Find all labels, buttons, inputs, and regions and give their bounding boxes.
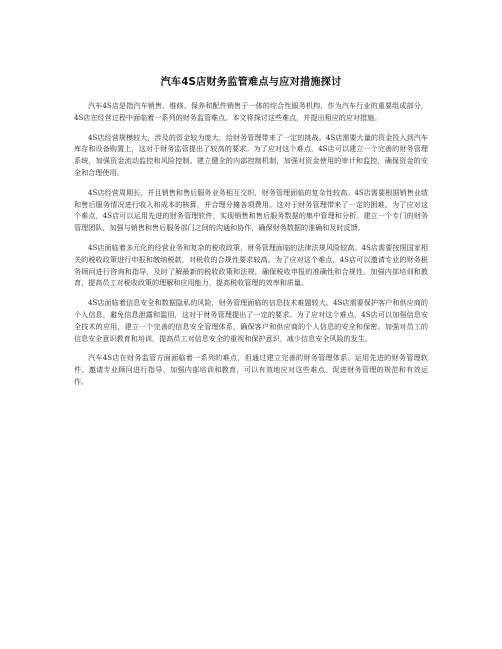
paragraph-intro: 汽车4S店是指汽车销售、维修、保养和配件销售于一体的综合性服务机构，作为汽车行业的重要组成部分，4S店在经营过程中面临着一系列的财务监管难点。本文将探讨这些难点，并提出相应的应对措施。 [74, 101, 428, 122]
document-title: 汽车4S店财务监管难点与应对措施探讨 [160, 77, 342, 88]
paragraph-conclusion: 汽车4S店在财务监管方面面临着一系列的难点，但通过建立完善的财务管理体系、运用先进的财务管理软件、邀请专业顾问进行指导、加强内部培训和教育，可以有效地应对这些难点，促进财务管理的规范和有效运作。 [74, 353, 428, 386]
paragraph-information-security: 4S店面临着信息安全和数据隐私的风险，财务管理面临的信息技术难题较大。4S店需要保护客户和供应商的个人信息，避免信息泄露和滥用，这对于财务管理提出了一定的要求。为了应对这个难点，4S店可以加强信息安全技术的应用，建立一个完善的信息安全管理体系，确保客户和供应商的个人信息的安全和保密。加强对员工的信息安全意识教育和培训，提高员工对信息安全的重视和保护意识，减少信息安全风险的发生。 [74, 298, 428, 343]
paragraph-capital-scale: 4S店经营规模较大，涉及的资金较为庞大，给财务管理带来了一定的挑战。4S店需要大量的资金投入到汽车库存和设备购置上，这对于财务监管提出了较高的要求。为了应对这个难点，4S店可以建立一个完善的财务管理系统，加强资金流动监控和风险控制。建立健全的内部控制机制，加强对资金使用的审计和监控，确保资金的安全和合理使用。 [74, 132, 428, 177]
paragraph-tax-compliance: 4S店面临着多元化的经营业务和复杂的税收政策，财务管理面临的法律法规风险较高。4S店需要按照国家相关的税收政策进行申报和缴纳税款，对税收的合规性要求较高。为了应对这个难点，4S店可以邀请专业的财务税务顾问进行咨询和指导，及时了解最新的税收政策和法规，确保税收申报的准确性和合规性。加强内部培训和教育，提高员工对税收政策的理解和应用能力，提高税收管理的效率和质量。 [74, 242, 428, 288]
paragraph-business-complexity: 4S店经营周期长，并且销售和售后服务业务相互交织，财务管理面临的复杂性较高。4S店需要根据销售业绩和售后服务情况进行收入和成本的核算，并合理分摊各项费用。这对于财务管理带来了一定的困难。为了应对这个难点，4S店可以运用先进的财务管理软件，实现销售和售后服务数据的集中管理和分析。建立一个专门的财务管理团队，加强与销售和售后服务部门之间的沟通和协作，确保财务数据的准确和及时反馈。 [74, 187, 428, 233]
